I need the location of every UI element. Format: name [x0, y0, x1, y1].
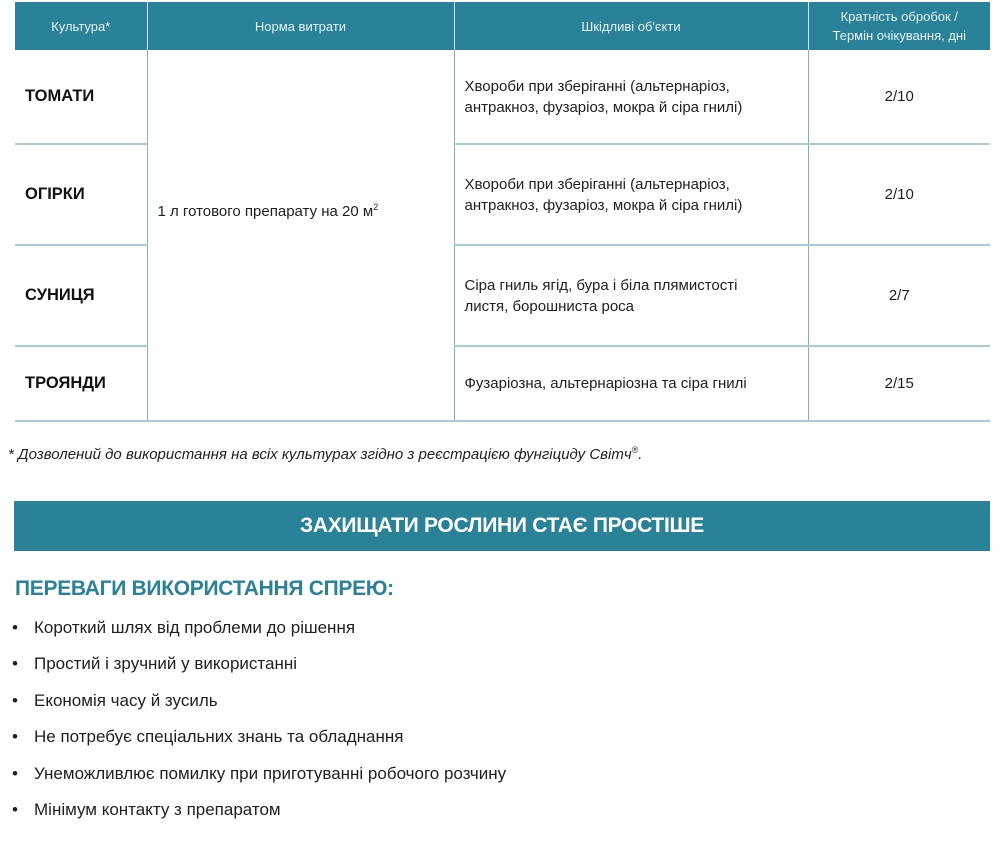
rate-text: 1 л готового препарату на 20 $м^2$: [157, 201, 379, 220]
application-table: [15, 2, 990, 422]
header-frequency-line1: Кратність обробок /: [840, 9, 958, 24]
pests-cell: Фузаріозна, альтернаріозна та сіра гнилі: [454, 346, 808, 421]
frequency-cell: 2/10: [808, 144, 990, 245]
table-header-row: [15, 2, 990, 50]
list-item: • Не потребує спеціальних знань та обладнання: [12, 722, 506, 758]
list-item: • Унеможливлює помилку при приготуванні робочого розчину: [12, 759, 506, 795]
list-item: • Простий і зручний у використанні: [12, 649, 506, 685]
crop-cell: ОГІРКИ: [15, 144, 147, 245]
header-pests: Шкідливі об'єкти: [454, 2, 808, 50]
table-row: [15, 50, 990, 144]
pests-cell: Хвороби при зберіганні (альтернаріоз, антракноз, фузаріоз, мокра й сіра гнилі): [454, 50, 808, 144]
footnote: * Дозволений до використання на всіх культурах згідно з реєстрацією фунгіциду Світч®.: [8, 445, 643, 463]
frequency-cell: 2/15: [808, 346, 990, 421]
bullet-icon: •: [12, 690, 18, 710]
crop-cell: СУНИЦЯ: [15, 245, 147, 346]
application-table-container: [15, 2, 990, 422]
banner: ЗАХИЩАТИ РОСЛИНИ СТАЄ ПРОСТІШЕ: [14, 501, 990, 551]
bullet-icon: •: [12, 799, 18, 819]
frequency-cell: 2/10: [808, 50, 990, 144]
list-item: • Короткий шлях від проблеми до рішення: [12, 613, 506, 649]
registered-mark: ®: [631, 445, 639, 455]
pests-cell: Сіра гниль ягід, бура і біла плямистості листя, борошниста роса: [454, 245, 808, 346]
bullet-icon: •: [12, 763, 18, 783]
header-frequency-line2: Термін очікування, дні: [832, 28, 966, 43]
header-rate: Норма витрати: [147, 2, 454, 50]
header-frequency: [808, 2, 990, 50]
benefits-title: ПЕРЕВАГИ ВИКОРИСТАННЯ СПРЕЮ:: [15, 577, 394, 600]
bullet-icon: •: [12, 654, 18, 674]
rate-superscript: 2: [373, 201, 379, 212]
bullet-icon: •: [12, 727, 18, 747]
list-item: • Економія часу й зусиль: [12, 686, 506, 722]
list-item: • Мінімум контакту з препаратом: [12, 795, 506, 831]
header-crop: Культура*: [15, 2, 147, 50]
crop-cell: ТОМАТИ: [15, 50, 147, 144]
frequency-cell: 2/7: [808, 245, 990, 346]
pests-cell: Хвороби при зберіганні (альтернаріоз, антракноз, фузаріоз, мокра й сіра гнилі): [454, 144, 808, 245]
bullet-icon: •: [12, 618, 18, 637]
benefits-list: [12, 613, 506, 831]
crop-cell: ТРОЯНДИ: [15, 346, 147, 421]
rate-cell: [147, 50, 454, 421]
